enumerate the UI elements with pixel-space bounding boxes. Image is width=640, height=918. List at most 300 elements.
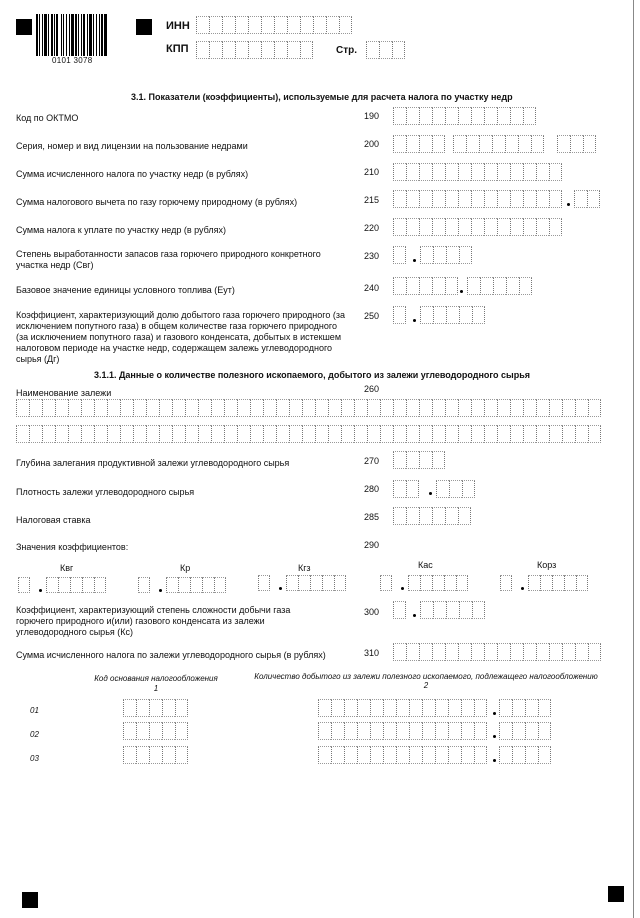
input-cell[interactable] bbox=[458, 425, 471, 443]
input-cell[interactable] bbox=[536, 163, 549, 181]
input-cell[interactable] bbox=[433, 246, 446, 264]
table-row-02-code-field[interactable] bbox=[123, 722, 188, 740]
input-cell[interactable] bbox=[406, 218, 419, 236]
input-cell[interactable] bbox=[331, 722, 344, 740]
input-cell[interactable] bbox=[419, 507, 432, 525]
input-cell[interactable] bbox=[474, 699, 487, 717]
input-cell[interactable] bbox=[357, 699, 370, 717]
input-cell[interactable] bbox=[552, 575, 564, 591]
input-cell[interactable] bbox=[471, 218, 484, 236]
input-cell[interactable] bbox=[419, 163, 432, 181]
input-cell[interactable] bbox=[235, 16, 248, 34]
input-cell[interactable] bbox=[510, 399, 523, 417]
input-cell[interactable] bbox=[214, 577, 226, 593]
input-cell[interactable] bbox=[367, 399, 380, 417]
input-cell[interactable] bbox=[354, 425, 367, 443]
input-cell[interactable] bbox=[420, 601, 433, 619]
coef-kas-fraction[interactable] bbox=[408, 575, 468, 591]
input-cell[interactable] bbox=[310, 575, 322, 591]
input-cell[interactable] bbox=[16, 425, 29, 443]
input-cell[interactable] bbox=[313, 16, 326, 34]
input-cell[interactable] bbox=[107, 399, 120, 417]
input-cell[interactable] bbox=[222, 41, 235, 59]
input-cell[interactable] bbox=[202, 577, 214, 593]
input-cell[interactable] bbox=[588, 425, 601, 443]
input-cell[interactable] bbox=[484, 643, 497, 661]
input-cell[interactable] bbox=[81, 425, 94, 443]
input-cell[interactable] bbox=[341, 399, 354, 417]
input-cell[interactable] bbox=[484, 425, 497, 443]
input-cell[interactable] bbox=[393, 425, 406, 443]
input-cell[interactable] bbox=[81, 399, 94, 417]
license-series-field[interactable] bbox=[393, 135, 445, 153]
input-cell[interactable] bbox=[339, 16, 352, 34]
input-cell[interactable] bbox=[315, 399, 328, 417]
input-cell[interactable] bbox=[276, 425, 289, 443]
input-cell[interactable] bbox=[436, 480, 449, 498]
input-cell[interactable] bbox=[474, 746, 487, 764]
input-cell[interactable] bbox=[435, 699, 448, 717]
input-cell[interactable] bbox=[380, 399, 393, 417]
input-cell[interactable] bbox=[318, 722, 331, 740]
input-cell[interactable] bbox=[315, 425, 328, 443]
input-cell[interactable] bbox=[409, 699, 422, 717]
input-cell[interactable] bbox=[357, 722, 370, 740]
input-cell[interactable] bbox=[178, 577, 190, 593]
input-cell[interactable] bbox=[472, 601, 485, 619]
input-cell[interactable] bbox=[471, 425, 484, 443]
input-cell[interactable] bbox=[138, 577, 150, 593]
input-cell[interactable] bbox=[512, 722, 525, 740]
input-cell[interactable] bbox=[149, 722, 162, 740]
input-cell[interactable] bbox=[445, 643, 458, 661]
input-cell[interactable] bbox=[261, 41, 274, 59]
coef-korz-fraction[interactable] bbox=[528, 575, 588, 591]
input-cell[interactable] bbox=[549, 163, 562, 181]
input-cell[interactable] bbox=[461, 699, 474, 717]
input-cell[interactable] bbox=[557, 135, 570, 153]
input-cell[interactable] bbox=[396, 722, 409, 740]
input-cell[interactable] bbox=[55, 425, 68, 443]
input-cell[interactable] bbox=[370, 722, 383, 740]
input-cell[interactable] bbox=[406, 135, 419, 153]
input-cell[interactable] bbox=[562, 399, 575, 417]
input-cell[interactable] bbox=[393, 246, 406, 264]
input-cell[interactable] bbox=[248, 41, 261, 59]
input-cell[interactable] bbox=[512, 746, 525, 764]
input-cell[interactable] bbox=[318, 746, 331, 764]
input-cell[interactable] bbox=[334, 575, 346, 591]
input-cell[interactable] bbox=[445, 399, 458, 417]
coef-kas-integer[interactable] bbox=[380, 575, 392, 591]
input-cell[interactable] bbox=[506, 277, 519, 295]
input-cell[interactable] bbox=[344, 722, 357, 740]
input-cell[interactable] bbox=[331, 699, 344, 717]
input-cell[interactable] bbox=[588, 643, 601, 661]
input-cell[interactable] bbox=[162, 746, 175, 764]
input-cell[interactable] bbox=[29, 399, 42, 417]
input-cell[interactable] bbox=[459, 246, 472, 264]
input-cell[interactable] bbox=[261, 16, 274, 34]
input-cell[interactable] bbox=[420, 246, 433, 264]
input-cell[interactable] bbox=[175, 699, 188, 717]
input-cell[interactable] bbox=[432, 643, 445, 661]
input-cell[interactable] bbox=[575, 425, 588, 443]
input-cell[interactable] bbox=[235, 41, 248, 59]
input-cell[interactable] bbox=[198, 399, 211, 417]
depletion-fraction-field[interactable] bbox=[420, 246, 472, 264]
input-cell[interactable] bbox=[274, 16, 287, 34]
input-cell[interactable] bbox=[531, 135, 544, 153]
input-cell[interactable] bbox=[497, 163, 510, 181]
input-cell[interactable] bbox=[18, 577, 30, 593]
input-cell[interactable] bbox=[471, 163, 484, 181]
input-cell[interactable] bbox=[107, 425, 120, 443]
input-cell[interactable] bbox=[562, 425, 575, 443]
input-cell[interactable] bbox=[392, 41, 405, 59]
table-row-02-quantity-fraction[interactable] bbox=[499, 722, 551, 740]
input-cell[interactable] bbox=[185, 399, 198, 417]
input-cell[interactable] bbox=[523, 643, 536, 661]
input-cell[interactable] bbox=[367, 425, 380, 443]
input-cell[interactable] bbox=[222, 16, 235, 34]
input-cell[interactable] bbox=[82, 577, 94, 593]
coef-kr-integer[interactable] bbox=[138, 577, 150, 593]
ks-fraction-field[interactable] bbox=[420, 601, 485, 619]
input-cell[interactable] bbox=[540, 575, 552, 591]
fuel-unit-fraction-field[interactable] bbox=[467, 277, 532, 295]
input-cell[interactable] bbox=[46, 577, 58, 593]
tax-sum-field[interactable] bbox=[393, 163, 562, 181]
input-cell[interactable] bbox=[419, 135, 432, 153]
deduction-fraction-field[interactable] bbox=[574, 190, 600, 208]
input-cell[interactable] bbox=[536, 218, 549, 236]
input-cell[interactable] bbox=[432, 163, 445, 181]
input-cell[interactable] bbox=[445, 163, 458, 181]
input-cell[interactable] bbox=[380, 575, 392, 591]
input-cell[interactable] bbox=[263, 399, 276, 417]
input-cell[interactable] bbox=[510, 107, 523, 125]
input-cell[interactable] bbox=[420, 575, 432, 591]
coef-korz-integer[interactable] bbox=[500, 575, 512, 591]
input-cell[interactable] bbox=[549, 643, 562, 661]
input-cell[interactable] bbox=[459, 601, 472, 619]
input-cell[interactable] bbox=[68, 399, 81, 417]
input-cell[interactable] bbox=[444, 575, 456, 591]
input-cell[interactable] bbox=[538, 746, 551, 764]
input-cell[interactable] bbox=[432, 575, 444, 591]
input-cell[interactable] bbox=[248, 16, 261, 34]
input-cell[interactable] bbox=[432, 107, 445, 125]
input-cell[interactable] bbox=[331, 746, 344, 764]
input-cell[interactable] bbox=[237, 399, 250, 417]
input-cell[interactable] bbox=[224, 399, 237, 417]
license-type-field[interactable] bbox=[557, 135, 596, 153]
input-cell[interactable] bbox=[190, 577, 202, 593]
input-cell[interactable] bbox=[505, 135, 518, 153]
input-cell[interactable] bbox=[523, 107, 536, 125]
input-cell[interactable] bbox=[449, 480, 462, 498]
input-cell[interactable] bbox=[354, 399, 367, 417]
input-cell[interactable] bbox=[136, 699, 149, 717]
input-cell[interactable] bbox=[435, 746, 448, 764]
table-row-01-quantity-fraction[interactable] bbox=[499, 699, 551, 717]
input-cell[interactable] bbox=[510, 190, 523, 208]
input-cell[interactable] bbox=[458, 218, 471, 236]
input-cell[interactable] bbox=[209, 16, 222, 34]
input-cell[interactable] bbox=[162, 699, 175, 717]
input-cell[interactable] bbox=[379, 41, 392, 59]
input-cell[interactable] bbox=[484, 218, 497, 236]
input-cell[interactable] bbox=[538, 722, 551, 740]
input-cell[interactable] bbox=[484, 190, 497, 208]
input-cell[interactable] bbox=[322, 575, 334, 591]
input-cell[interactable] bbox=[536, 425, 549, 443]
input-cell[interactable] bbox=[458, 507, 471, 525]
input-cell[interactable] bbox=[70, 577, 82, 593]
input-cell[interactable] bbox=[406, 163, 419, 181]
input-cell[interactable] bbox=[432, 399, 445, 417]
input-cell[interactable] bbox=[286, 575, 298, 591]
input-cell[interactable] bbox=[458, 163, 471, 181]
input-cell[interactable] bbox=[393, 643, 406, 661]
input-cell[interactable] bbox=[149, 699, 162, 717]
input-cell[interactable] bbox=[172, 399, 185, 417]
input-cell[interactable] bbox=[471, 643, 484, 661]
input-cell[interactable] bbox=[445, 507, 458, 525]
ks-integer-field[interactable] bbox=[393, 601, 406, 619]
input-cell[interactable] bbox=[136, 722, 149, 740]
inn-field[interactable] bbox=[196, 16, 352, 34]
input-cell[interactable] bbox=[383, 722, 396, 740]
input-cell[interactable] bbox=[588, 399, 601, 417]
input-cell[interactable] bbox=[149, 746, 162, 764]
density-fraction-field[interactable] bbox=[436, 480, 475, 498]
input-cell[interactable] bbox=[120, 399, 133, 417]
input-cell[interactable] bbox=[564, 575, 576, 591]
input-cell[interactable] bbox=[393, 135, 406, 153]
input-cell[interactable] bbox=[250, 399, 263, 417]
input-cell[interactable] bbox=[549, 425, 562, 443]
input-cell[interactable] bbox=[326, 16, 339, 34]
input-cell[interactable] bbox=[409, 746, 422, 764]
table-row-01-quantity-integer[interactable] bbox=[318, 699, 487, 717]
input-cell[interactable] bbox=[42, 399, 55, 417]
input-cell[interactable] bbox=[432, 218, 445, 236]
input-cell[interactable] bbox=[302, 425, 315, 443]
depletion-integer-field[interactable] bbox=[393, 246, 406, 264]
table-row-02-quantity-integer[interactable] bbox=[318, 722, 487, 740]
input-cell[interactable] bbox=[159, 399, 172, 417]
input-cell[interactable] bbox=[510, 643, 523, 661]
input-cell[interactable] bbox=[211, 425, 224, 443]
input-cell[interactable] bbox=[409, 722, 422, 740]
input-cell[interactable] bbox=[419, 277, 432, 295]
input-cell[interactable] bbox=[393, 277, 406, 295]
input-cell[interactable] bbox=[162, 722, 175, 740]
input-cell[interactable] bbox=[133, 399, 146, 417]
input-cell[interactable] bbox=[393, 107, 406, 125]
input-cell[interactable] bbox=[302, 399, 315, 417]
input-cell[interactable] bbox=[484, 399, 497, 417]
input-cell[interactable] bbox=[479, 135, 492, 153]
input-cell[interactable] bbox=[406, 643, 419, 661]
input-cell[interactable] bbox=[499, 699, 512, 717]
input-cell[interactable] bbox=[419, 399, 432, 417]
input-cell[interactable] bbox=[492, 135, 505, 153]
input-cell[interactable] bbox=[263, 425, 276, 443]
input-cell[interactable] bbox=[166, 577, 178, 593]
deposit-name-line-1[interactable] bbox=[16, 399, 601, 417]
gas-share-integer-field[interactable] bbox=[393, 306, 406, 324]
input-cell[interactable] bbox=[274, 41, 287, 59]
input-cell[interactable] bbox=[370, 699, 383, 717]
input-cell[interactable] bbox=[172, 425, 185, 443]
input-cell[interactable] bbox=[562, 643, 575, 661]
input-cell[interactable] bbox=[446, 306, 459, 324]
input-cell[interactable] bbox=[519, 277, 532, 295]
input-cell[interactable] bbox=[393, 399, 406, 417]
input-cell[interactable] bbox=[445, 107, 458, 125]
input-cell[interactable] bbox=[55, 399, 68, 417]
input-cell[interactable] bbox=[146, 425, 159, 443]
coef-kvg-fraction[interactable] bbox=[46, 577, 106, 593]
input-cell[interactable] bbox=[406, 425, 419, 443]
input-cell[interactable] bbox=[471, 107, 484, 125]
coef-kvg-integer[interactable] bbox=[18, 577, 30, 593]
table-row-03-quantity-integer[interactable] bbox=[318, 746, 487, 764]
input-cell[interactable] bbox=[198, 425, 211, 443]
gas-share-fraction-field[interactable] bbox=[420, 306, 485, 324]
input-cell[interactable] bbox=[499, 746, 512, 764]
input-cell[interactable] bbox=[433, 601, 446, 619]
coef-kgz-fraction[interactable] bbox=[286, 575, 346, 591]
input-cell[interactable] bbox=[393, 306, 406, 324]
input-cell[interactable] bbox=[393, 451, 406, 469]
input-cell[interactable] bbox=[471, 399, 484, 417]
input-cell[interactable] bbox=[123, 699, 136, 717]
input-cell[interactable] bbox=[258, 575, 270, 591]
input-cell[interactable] bbox=[419, 451, 432, 469]
input-cell[interactable] bbox=[406, 507, 419, 525]
fuel-unit-integer-field[interactable] bbox=[393, 277, 458, 295]
input-cell[interactable] bbox=[518, 135, 531, 153]
input-cell[interactable] bbox=[536, 643, 549, 661]
page-number-field[interactable] bbox=[366, 41, 405, 59]
input-cell[interactable] bbox=[211, 399, 224, 417]
input-cell[interactable] bbox=[420, 306, 433, 324]
input-cell[interactable] bbox=[380, 425, 393, 443]
input-cell[interactable] bbox=[445, 425, 458, 443]
input-cell[interactable] bbox=[419, 425, 432, 443]
input-cell[interactable] bbox=[497, 218, 510, 236]
input-cell[interactable] bbox=[123, 722, 136, 740]
input-cell[interactable] bbox=[224, 425, 237, 443]
input-cell[interactable] bbox=[422, 746, 435, 764]
input-cell[interactable] bbox=[393, 163, 406, 181]
input-cell[interactable] bbox=[123, 746, 136, 764]
input-cell[interactable] bbox=[406, 451, 419, 469]
input-cell[interactable] bbox=[393, 601, 406, 619]
input-cell[interactable] bbox=[536, 190, 549, 208]
input-cell[interactable] bbox=[68, 425, 81, 443]
input-cell[interactable] bbox=[185, 425, 198, 443]
input-cell[interactable] bbox=[146, 399, 159, 417]
input-cell[interactable] bbox=[435, 722, 448, 740]
input-cell[interactable] bbox=[419, 218, 432, 236]
input-cell[interactable] bbox=[575, 399, 588, 417]
input-cell[interactable] bbox=[445, 277, 458, 295]
input-cell[interactable] bbox=[525, 699, 538, 717]
input-cell[interactable] bbox=[419, 107, 432, 125]
input-cell[interactable] bbox=[406, 190, 419, 208]
input-cell[interactable] bbox=[393, 480, 406, 498]
input-cell[interactable] bbox=[366, 41, 379, 59]
input-cell[interactable] bbox=[383, 746, 396, 764]
input-cell[interactable] bbox=[433, 306, 446, 324]
input-cell[interactable] bbox=[422, 699, 435, 717]
coef-kgz-integer[interactable] bbox=[258, 575, 270, 591]
input-cell[interactable] bbox=[393, 190, 406, 208]
input-cell[interactable] bbox=[196, 41, 209, 59]
input-cell[interactable] bbox=[136, 746, 149, 764]
input-cell[interactable] bbox=[510, 425, 523, 443]
input-cell[interactable] bbox=[467, 277, 480, 295]
input-cell[interactable] bbox=[300, 41, 313, 59]
input-cell[interactable] bbox=[480, 277, 493, 295]
input-cell[interactable] bbox=[471, 190, 484, 208]
input-cell[interactable] bbox=[448, 699, 461, 717]
input-cell[interactable] bbox=[300, 16, 313, 34]
input-cell[interactable] bbox=[422, 722, 435, 740]
input-cell[interactable] bbox=[406, 107, 419, 125]
input-cell[interactable] bbox=[432, 451, 445, 469]
input-cell[interactable] bbox=[298, 575, 310, 591]
input-cell[interactable] bbox=[432, 190, 445, 208]
input-cell[interactable] bbox=[472, 306, 485, 324]
input-cell[interactable] bbox=[393, 218, 406, 236]
input-cell[interactable] bbox=[357, 746, 370, 764]
input-cell[interactable] bbox=[549, 190, 562, 208]
input-cell[interactable] bbox=[493, 277, 506, 295]
deposit-tax-field[interactable] bbox=[393, 643, 601, 661]
input-cell[interactable] bbox=[445, 218, 458, 236]
input-cell[interactable] bbox=[344, 699, 357, 717]
input-cell[interactable] bbox=[525, 722, 538, 740]
input-cell[interactable] bbox=[499, 722, 512, 740]
input-cell[interactable] bbox=[289, 425, 302, 443]
input-cell[interactable] bbox=[120, 425, 133, 443]
input-cell[interactable] bbox=[445, 190, 458, 208]
input-cell[interactable] bbox=[458, 107, 471, 125]
input-cell[interactable] bbox=[497, 399, 510, 417]
input-cell[interactable] bbox=[574, 190, 587, 208]
input-cell[interactable] bbox=[341, 425, 354, 443]
input-cell[interactable] bbox=[461, 722, 474, 740]
input-cell[interactable] bbox=[175, 722, 188, 740]
input-cell[interactable] bbox=[396, 746, 409, 764]
input-cell[interactable] bbox=[276, 399, 289, 417]
table-row-03-code-field[interactable] bbox=[123, 746, 188, 764]
input-cell[interactable] bbox=[406, 480, 419, 498]
input-cell[interactable] bbox=[510, 163, 523, 181]
input-cell[interactable] bbox=[484, 163, 497, 181]
deposit-name-line-2[interactable] bbox=[16, 425, 601, 443]
input-cell[interactable] bbox=[42, 425, 55, 443]
input-cell[interactable] bbox=[459, 306, 472, 324]
input-cell[interactable] bbox=[175, 746, 188, 764]
input-cell[interactable] bbox=[287, 41, 300, 59]
